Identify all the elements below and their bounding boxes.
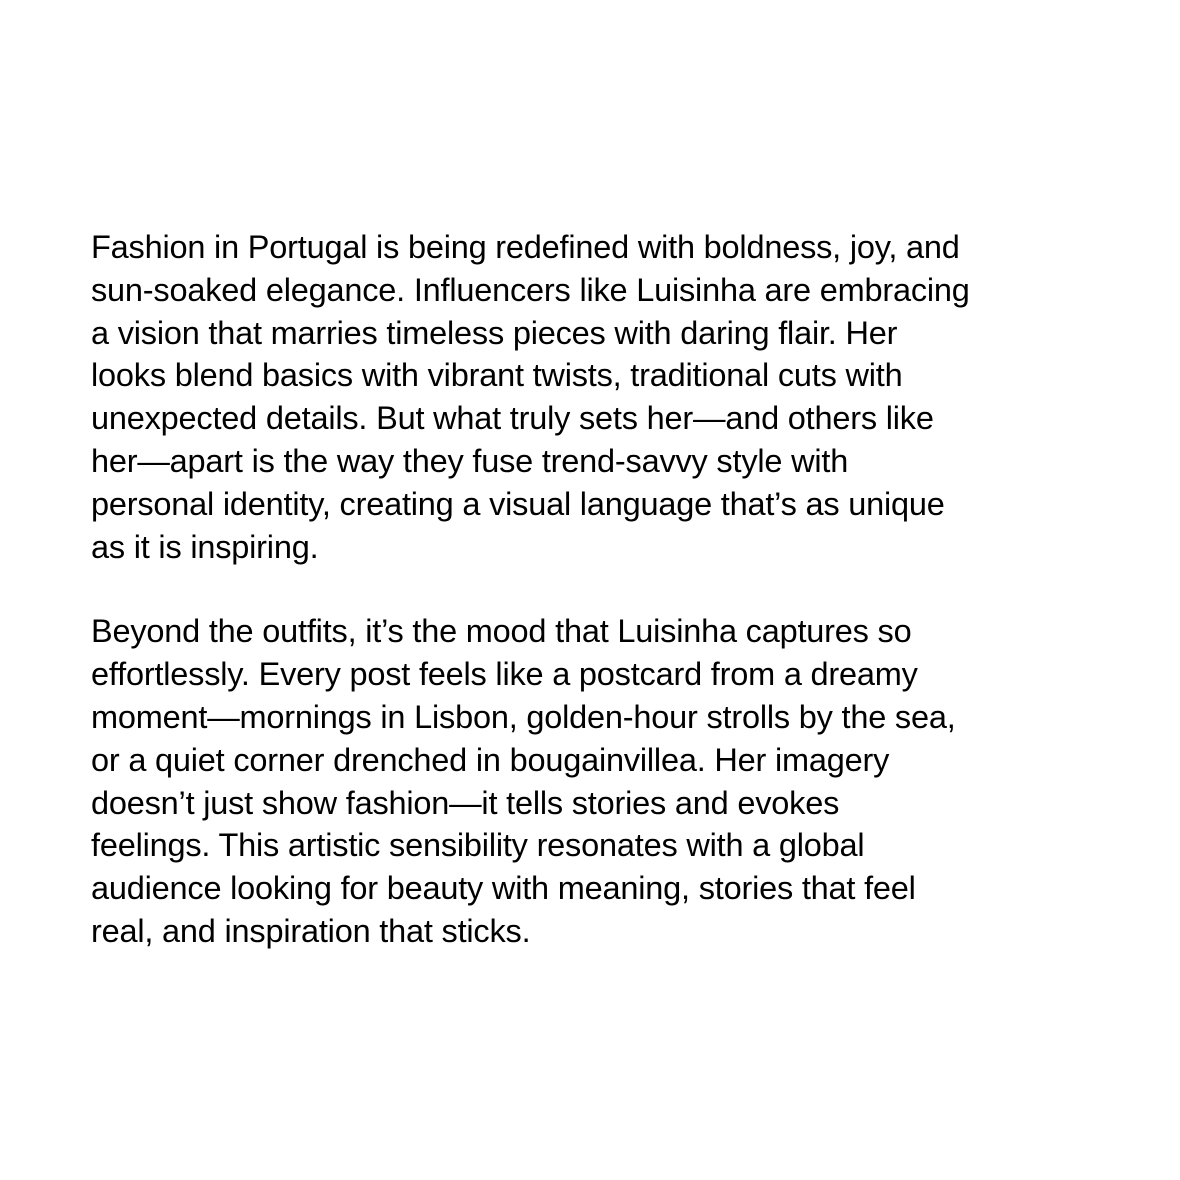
- paragraph-line: her—apart is the way they fuse trend-savvy style with: [91, 442, 849, 479]
- paragraph-line: as it is inspiring.: [91, 528, 319, 565]
- paragraph-line: moment—mornings in Lisbon, golden-hour strolls by the sea,: [91, 698, 956, 735]
- article-body: [91, 226, 1101, 953]
- paragraph-line: sun-soaked elegance. Influencers like Luisinha are embracing: [91, 271, 970, 308]
- paragraph-line: audience looking for beauty with meaning, stories that feel: [91, 870, 916, 907]
- paragraph-1: [91, 226, 1101, 568]
- paragraph-line: feelings. This artistic sensibility resonates with a global: [91, 827, 865, 864]
- paragraph-line: Fashion in Portugal is being redefined with boldness, joy, and: [91, 229, 960, 265]
- paragraph-line: doesn’t just show fashion—it tells stories and evokes: [91, 784, 840, 821]
- paragraph-line: personal identity, creating a visual language that’s as unique: [91, 485, 945, 522]
- paragraph-2: [91, 610, 1101, 952]
- paragraph-line: looks blend basics with vibrant twists, traditional cuts with: [91, 357, 903, 394]
- paragraph-line: Beyond the outfits, it’s the mood that Luisinha captures so: [91, 613, 912, 650]
- paragraph-line: a vision that marries timeless pieces with daring flair. Her: [91, 314, 898, 351]
- paragraph-line: effortlessly. Every post feels like a postcard from a dreamy: [91, 656, 918, 693]
- paragraph-line: real, and inspiration that sticks.: [91, 912, 531, 949]
- paragraph-line: unexpected details. But what truly sets her—and others like: [91, 400, 934, 437]
- paragraph-line: or a quiet corner drenched in bougainvillea. Her imagery: [91, 741, 890, 778]
